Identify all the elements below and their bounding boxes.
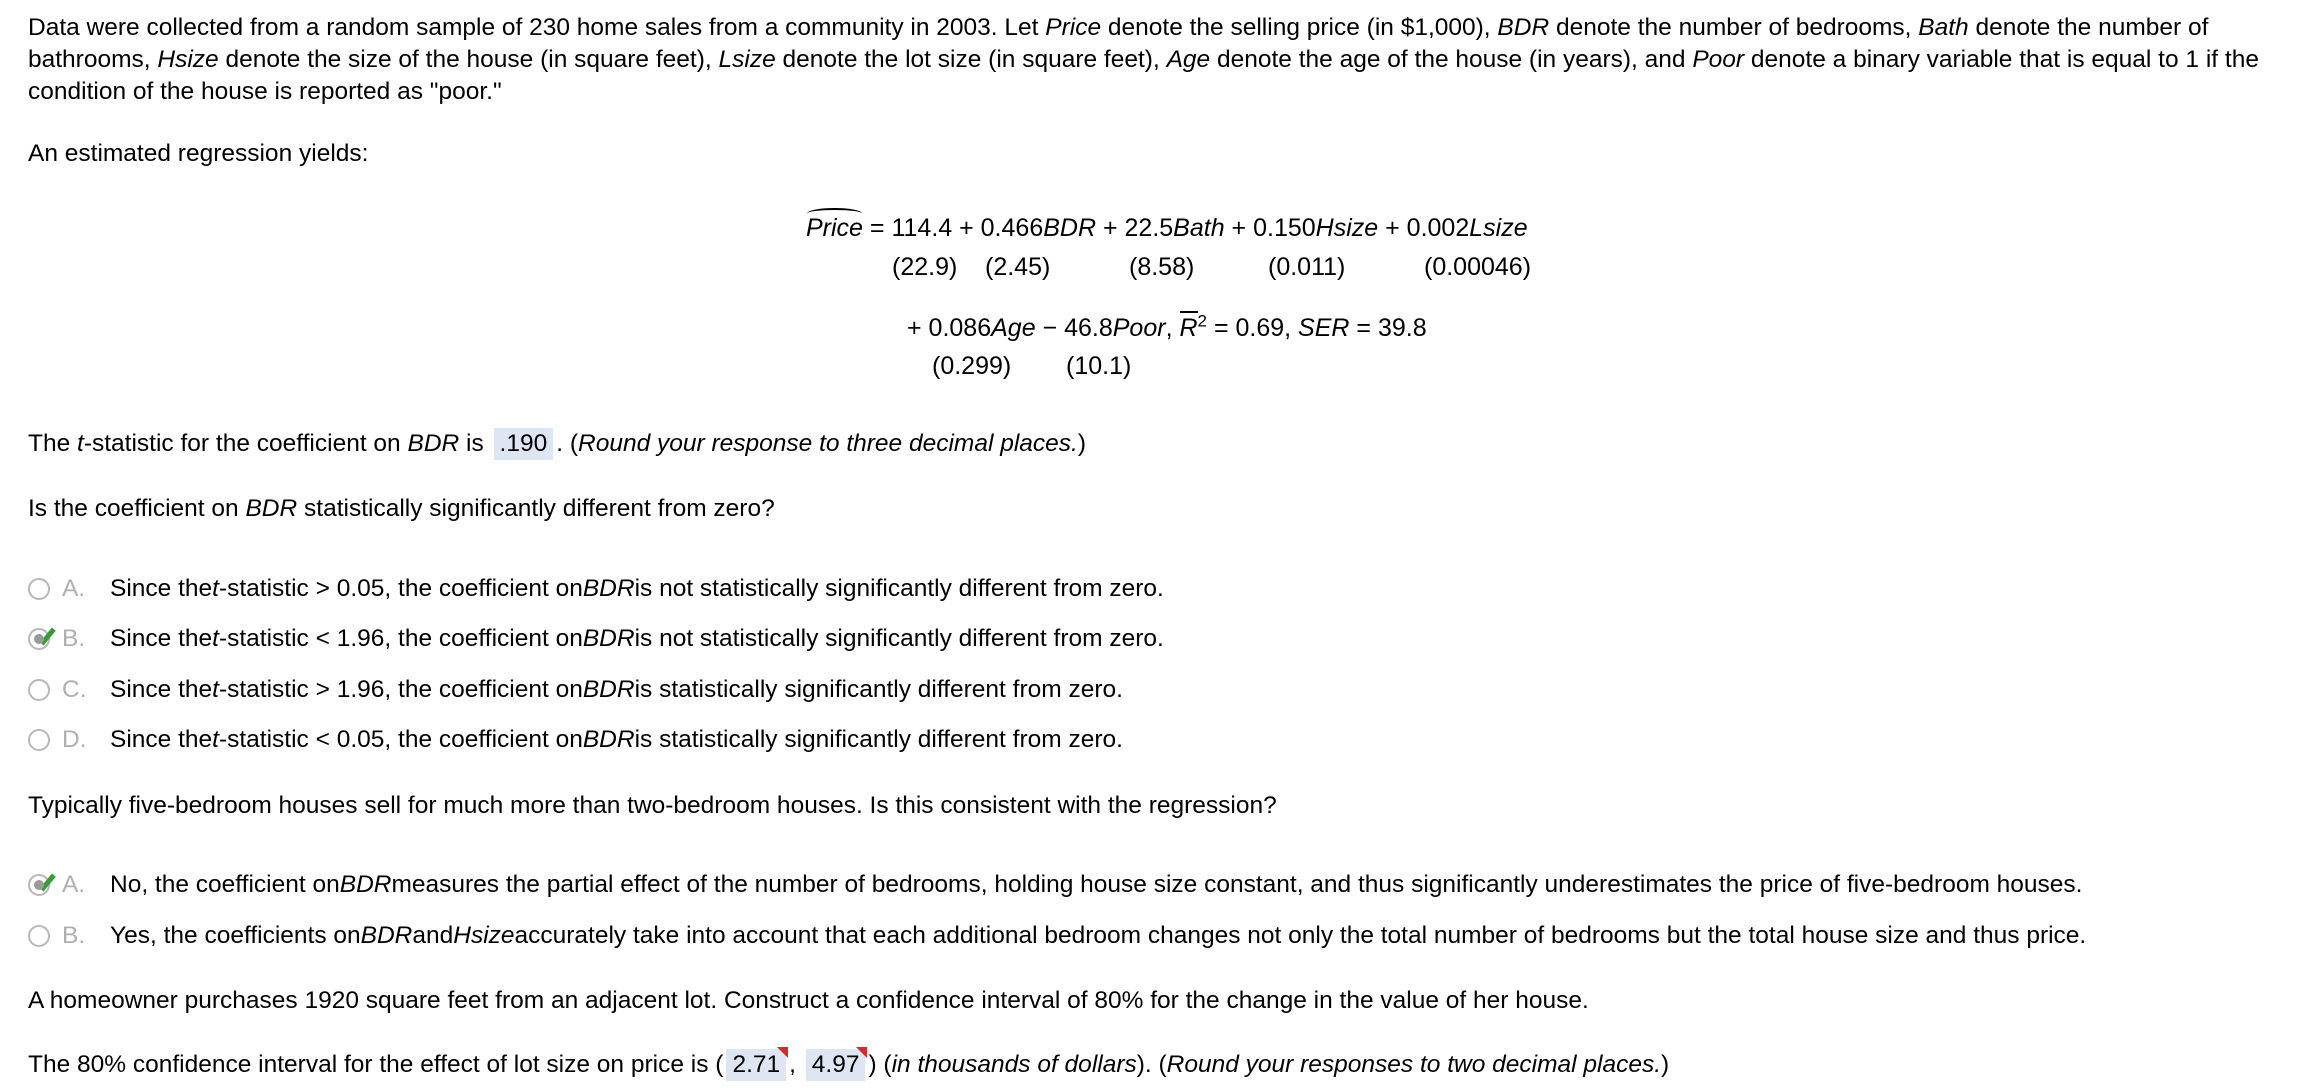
std-error-bdr: (2.45) [985, 253, 1051, 281]
significance-question: Is the coefficient on BDR statistically significantly different from zero? [28, 495, 775, 522]
t-statistic-question: The t-statistic for the coefficient on BDR is .190 . (Round your response to three decimal places.) [28, 428, 2298, 460]
significance-option-b[interactable]: B. Since the t -statistic < 1.96, the coefficient on BDR is not statistically significantly different from zero. [28, 622, 1164, 656]
r-bar-squared-symbol: R [1179, 314, 1198, 342]
intro-paragraph: Data were collected from a random sample of 230 home sales from a community in 2003. Let Price denote the selling price (in $1,000), BDR denote the number of bedrooms, Bath denote the number of bathrooms, Hsize denote the size of the house (in square feet), Lsize denote the lot size (in square feet), Age denote the age of the house (in years), and Poor denote a binary variable that is equal to 1 if the condition of the house is reported as "poor." [28, 14, 2259, 105]
significance-option-c[interactable]: C. Since the t -statistic > 1.96, the coefficient on BDR is statistically significantly different from zero. [28, 673, 1123, 707]
std-error-lsize: (0.00046) [1424, 253, 1532, 281]
radio-button[interactable] [28, 925, 50, 947]
radio-button[interactable] [28, 578, 50, 600]
five-bedroom-question: Typically five-bedroom houses sell for much more than two-bedroom houses. Is this consistent with the regression? [28, 792, 1277, 819]
radio-button[interactable] [28, 679, 50, 701]
equation-line-1: Price = 114.4 + 0.466BDR + 22.5Bath + 0.150Hsize + 0.002Lsize [806, 214, 1528, 242]
std-error-intercept: (22.9) [892, 253, 958, 281]
significance-option-a[interactable]: A. Since the t -statistic > 0.05, the coefficient on BDR is not statistically significantly different from zero. [28, 572, 1164, 606]
ci-lower-answer-field[interactable]: 2.71 [726, 1049, 786, 1081]
std-error-poor: (10.1) [1066, 352, 1132, 380]
correct-check-icon [35, 870, 56, 892]
t-statistic-answer-field[interactable]: .190 [494, 428, 554, 460]
radio-button-selected[interactable] [28, 628, 50, 650]
significance-option-d[interactable]: D. Since the t -statistic < 0.05, the coefficient on BDR is statistically significantly different from zero. [28, 723, 1123, 757]
five-bedroom-option-b[interactable]: B. Yes, the coefficients on BDR and Hsize accurately take into account that each additional bedroom changes not only the total number of bedrooms but the total house size and thus price. [28, 919, 2086, 953]
std-error-age: (0.299) [932, 352, 1012, 380]
equation-line-2: + 0.086Age − 46.8Poor, $R^2 = 0.69$, SER = 39.8 [907, 311, 1427, 342]
price-hat-symbol: Price [806, 214, 863, 242]
ci-upper-answer-field[interactable]: 4.97 [806, 1049, 866, 1081]
std-error-bath: (8.58) [1129, 253, 1195, 281]
radio-button-selected[interactable] [28, 874, 50, 896]
std-error-hsize: (0.011) [1268, 253, 1346, 281]
confidence-interval-statement: The 80% confidence interval for the effect of lot size on price is ( 2.71 , 4.97 ) (in thousands of dollars). (Round your responses to two decimal places.) [28, 1049, 2298, 1081]
radio-button[interactable] [28, 729, 50, 751]
correct-check-icon [35, 624, 56, 646]
lot-size-question: A homeowner purchases 1920 square feet from an adjacent lot. Construct a confidence interval of 80% for the change in the value of her house. [28, 987, 1589, 1014]
five-bedroom-option-a[interactable]: A. No, the coefficient on BDR measures the partial effect of the number of bedrooms, holding house size constant, and thus significantly underestimates the price of five-bedroom houses. [28, 868, 2082, 902]
regression-intro: An estimated regression yields: [28, 140, 369, 167]
